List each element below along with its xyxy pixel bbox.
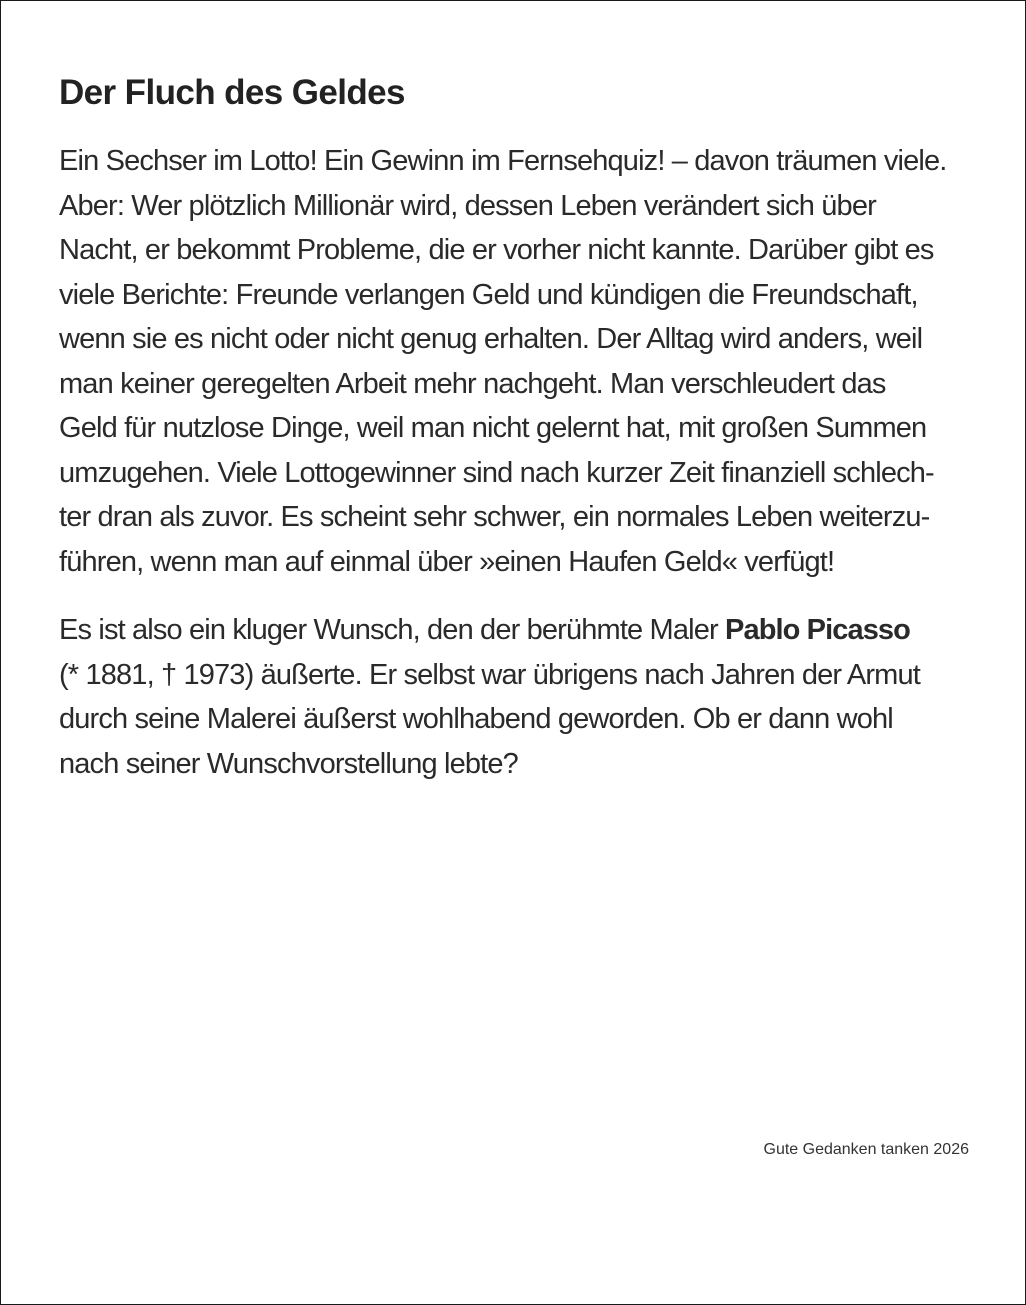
paragraph-2-intro-text: Es ist also ein kluger Wunsch, den der berühmte Maler xyxy=(59,614,726,646)
paragraph-1-line: führen, wenn man auf einmal über »einen Haufen Geld« verfügt! xyxy=(59,545,835,578)
paragraph-1-line: man keiner geregelten Arbeit mehr nachgeht. Man verschleudert das xyxy=(59,367,886,400)
paragraph-1-line: ter dran als zuvor. Es scheint sehr schwer, ein normales Leben weiterzu- xyxy=(59,501,930,533)
page-title: Der Fluch des Geldes xyxy=(59,73,405,112)
paragraph-2 xyxy=(59,608,979,786)
painter-name: Pablo Picasso xyxy=(725,614,910,646)
paragraph-1-line: Aber: Wer plötzlich Millionär wird, dessen Leben verändert sich über xyxy=(59,189,876,222)
paragraph-1-line: Nacht, er bekommt Probleme, die er vorher nicht kannte. Darüber gibt es xyxy=(59,234,934,266)
paragraph-1-line: Ein Sechser im Lotto! Ein Gewinn im Fernsehquiz! – davon träumen viele. xyxy=(59,145,947,177)
paragraph-1-line: viele Berichte: Freunde verlangen Geld und kündigen die Freundschaft, xyxy=(59,278,918,311)
paragraph-2-first-line xyxy=(59,608,979,653)
paragraph-1-line: umzugehen. Viele Lottogewinner sind nach kurzer Zeit finanziell schlech- xyxy=(59,456,934,489)
paragraph-1-line: wenn sie es nicht oder nicht genug erhalten. Der Alltag wird anders, weil xyxy=(59,323,923,355)
paragraph-2-line: (* 1881, † 1973) äußerte. Er selbst war übrigens nach Jahren der Armut xyxy=(59,658,920,691)
paragraph-1 xyxy=(59,139,979,584)
paragraph-2-line: nach seiner Wunschvorstellung lebte? xyxy=(59,747,518,780)
paragraph-1-line: Geld für nutzlose Dinge, weil man nicht gelernt hat, mit großen Summen xyxy=(59,412,927,444)
paragraph-2-line: durch seine Malerei äußerst wohlhabend geworden. Ob er dann wohl xyxy=(59,703,893,735)
footer-caption: Gute Gedanken tanken 2026 xyxy=(763,1141,969,1158)
